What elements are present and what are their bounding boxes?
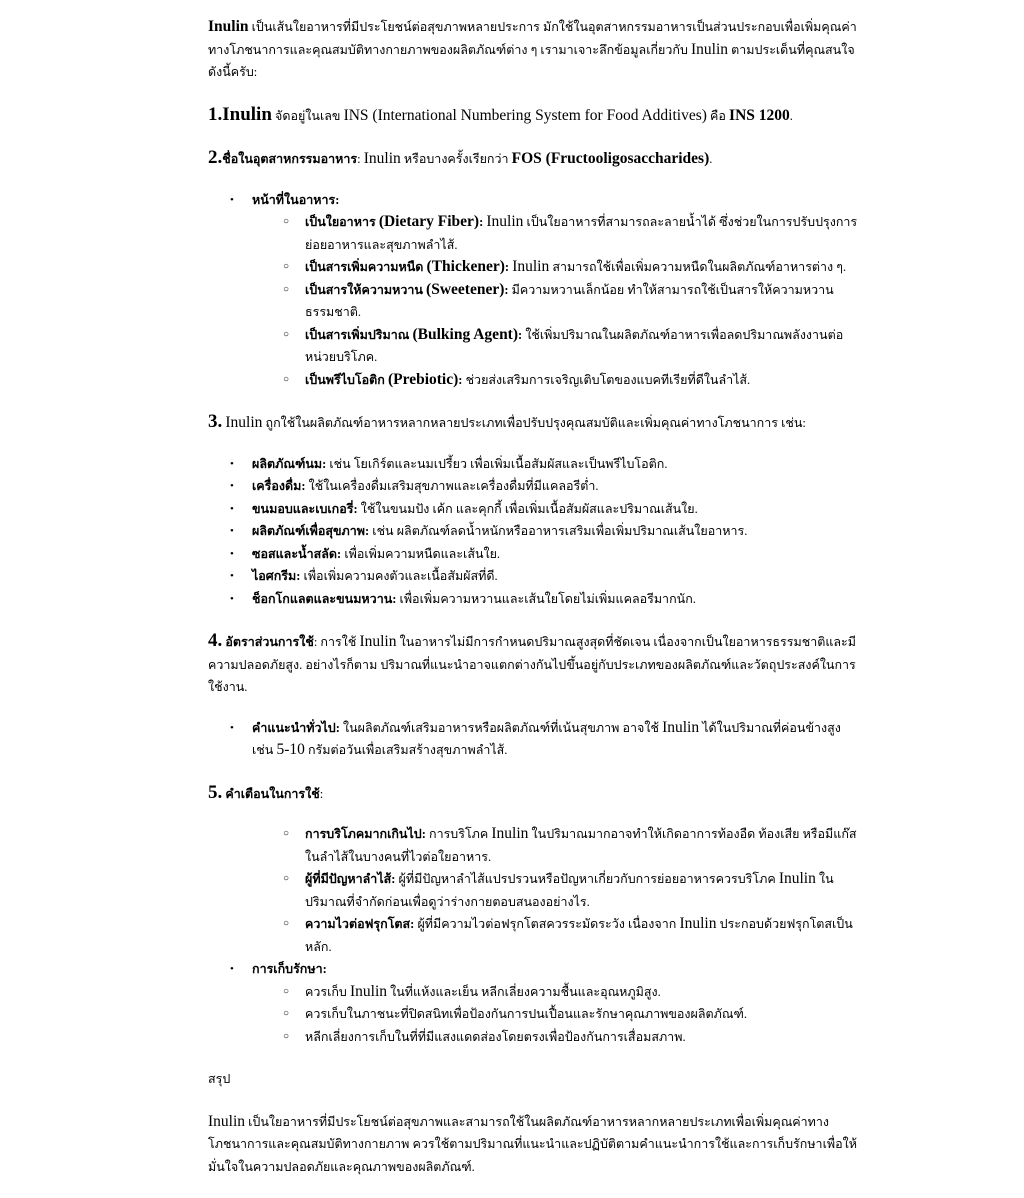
- text-run: ถูกใช้ในผลิตภัณฑ์อาหารหลากหลายประเภทเพื่อปรับปรุงคุณสมบัติและเพิ่มคุณค่าทางโภชนาการ เช่น:: [262, 416, 806, 430]
- text-run: (Bulking Agent): [412, 325, 519, 343]
- text-content: [305, 913, 858, 958]
- text-run: เพื่อเพิ่มความหนืดและเส้นใย.: [344, 546, 501, 561]
- text-content: [252, 588, 858, 611]
- text-run: หลีกเลี่ยงการเก็บในที่ที่มีแสงแดดส่องโดยตรงเพื่อป้องกันการเสื่อมสภาพ.: [305, 1029, 686, 1044]
- text-run: ในที่แห้งและเย็น หลีกเลี่ยงความชื้นและอุณหภูมิสูง.: [387, 984, 661, 999]
- text-run: เครื่องดื่ม:: [252, 479, 309, 493]
- beverage-item: [208, 475, 858, 498]
- circle-bullet-icon: ○: [283, 1008, 290, 1019]
- text-content: [208, 1112, 857, 1174]
- text-content: [208, 103, 793, 125]
- text-run: ประกอบด้วยฟรุกโตสเป็นหลัก.: [305, 917, 853, 954]
- text-run: Inulin: [363, 150, 401, 167]
- text-run: เช่น โยเกิร์ตและนมเปรี้ยว เพื่อเพิ่มเนื้อสัมผัสและเป็นพรีไบโอติก.: [329, 456, 668, 471]
- text-run: ช่วยส่งเสริมการเจริญเติบโตของแบคทีเรียที่ดีในลำไส้.: [465, 372, 751, 387]
- circle-bullet-icon: ○: [283, 283, 290, 295]
- bullet-icon: •: [230, 193, 234, 206]
- text-run: Inulin: [359, 633, 397, 650]
- text-run: ใช้ในขนมปัง เค้ก และคุกกี้ เพื่อเพิ่มเนื้อสัมผัสและปริมาณเส้นใย.: [360, 501, 698, 516]
- storage-container-item: [208, 1003, 858, 1026]
- text-content: [252, 543, 858, 566]
- text-run: 5-10: [276, 741, 305, 758]
- dietary-fiber-item: [208, 211, 858, 256]
- text-content: [305, 211, 858, 256]
- text-run: ใช้ในเครื่องดื่มเสริมสุขภาพและเครื่องดื่มที่มีแคลอรีต่ำ.: [308, 479, 599, 493]
- health-product-item: [208, 520, 858, 543]
- text-run: การบริโภคมากเกินไป:: [305, 827, 429, 841]
- text-content: [252, 520, 858, 543]
- text-content: [305, 868, 858, 913]
- bullet-icon: •: [230, 592, 234, 605]
- text-run: ช็อกโกแลตและขนมหวาน:: [252, 591, 400, 606]
- text-run: คำแนะนำทั่วไป:: [252, 720, 344, 735]
- text-run: ขนมอบและเบเกอรี่:: [252, 501, 361, 516]
- text-run: เป็นใยอาหารที่สามารถละลายน้ำได้ ซึ่งช่วยในการปรับปรุงการย่อยอาหารและสุขภาพลำไส้.: [305, 215, 858, 252]
- text-run: เพื่อเพิ่มความคงตัวและเนื้อสัมผัสที่ดี.: [303, 569, 498, 583]
- text-content: [305, 1003, 858, 1026]
- text-run: กรัมต่อวันเพื่อเสริมสร้างสุขภาพลำไส้.: [304, 743, 508, 757]
- text-run: INS 1200: [729, 106, 790, 124]
- storage-dry-cool-item: [208, 981, 858, 1004]
- text-content: [305, 823, 858, 868]
- text-run: ความไวต่อฟรุกโตส:: [305, 917, 418, 931]
- text-run: .: [709, 152, 713, 166]
- text-run: .: [789, 108, 793, 123]
- text-content: [305, 369, 858, 392]
- text-run: เพื่อเพิ่มความหวานและเส้นใยโดยไม่เพิ่มแคลอรีมากนัก.: [399, 591, 696, 606]
- text-run: ในปริมาณที่จำกัดก่อนเพื่อดูว่าร่างกายตอบสนองอย่างไร.: [305, 872, 834, 909]
- text-content: [208, 147, 713, 168]
- text-run: ในปริมาณมากอาจทำให้เกิดอาการท้องอืด ท้องเสีย หรือมีแก๊สในลำไส้ในบางคนที่ไวต่อใยอาหาร.: [305, 827, 857, 864]
- bullet-icon: •: [230, 721, 234, 734]
- bullet-icon: •: [230, 547, 234, 560]
- text-run: ในผลิตภัณฑ์เสริมอาหารหรือผลิตภัณฑ์ที่เน้นสุขภาพ อาจใช้: [343, 720, 663, 735]
- text-run: :: [518, 327, 526, 342]
- text-run: :: [357, 152, 364, 166]
- text-content: [305, 324, 858, 369]
- text-content: [305, 981, 858, 1004]
- text-content: [252, 475, 858, 498]
- text-run: (Dietary Fiber): [378, 213, 480, 230]
- text-content: [208, 630, 857, 694]
- text-run: Inulin: [512, 258, 550, 275]
- text-run: ควรเก็บในภาชนะที่ปิดสนิทเพื่อป้องกันการปนเปื้อนและรักษาคุณภาพของผลิตภัณฑ์.: [305, 1007, 747, 1021]
- summary-heading: [208, 1068, 858, 1091]
- text-run: :: [479, 215, 487, 229]
- text-content: [305, 1026, 858, 1049]
- text-run: :: [504, 260, 513, 274]
- prebiotic-item: [208, 369, 858, 392]
- dairy-product-item: [208, 453, 858, 476]
- text-content: [208, 411, 806, 432]
- sweetener-item: [208, 279, 858, 324]
- text-content: [252, 717, 858, 762]
- text-content: [252, 958, 858, 981]
- text-run: ไอศกรีม:: [252, 569, 304, 583]
- text-run: Inulin: [662, 718, 700, 736]
- text-run: จัดอยู่ในเลข: [271, 108, 344, 123]
- section-1-heading: [208, 104, 858, 128]
- text-run: : การใช้: [313, 635, 360, 649]
- intro-paragraph: [208, 16, 858, 84]
- document-body: [208, 8, 858, 1198]
- text-run: ผู้ที่มีปัญหาลำไส้แปรปรวนหรือปัญหาเกี่ยวกับการย่อยอาหารควรบริโภค: [398, 872, 779, 886]
- chocolate-item: [208, 588, 858, 611]
- text-run: Inulin: [486, 213, 524, 230]
- text-run: Inulin: [208, 18, 249, 35]
- text-run: (Thickener): [426, 258, 505, 275]
- text-run: FOS (Fructooligosaccharides): [511, 150, 710, 167]
- circle-bullet-icon: ○: [283, 873, 290, 884]
- text-content: [252, 565, 858, 588]
- overconsumption-item: [208, 823, 858, 868]
- bullet-icon: •: [230, 502, 234, 515]
- circle-bullet-icon: ○: [283, 985, 290, 997]
- text-content: [208, 781, 324, 803]
- text-run: หน้าที่ในอาหาร:: [252, 192, 340, 207]
- text-run: ควรเก็บ: [305, 984, 350, 999]
- text-run: ผลิตภัณฑ์นม:: [252, 456, 330, 471]
- text-run: ผู้ที่มีปัญหาลำไส้:: [305, 872, 399, 886]
- text-run: Inulin: [350, 982, 388, 1000]
- circle-bullet-icon: ○: [283, 261, 290, 272]
- circle-bullet-icon: ○: [283, 216, 290, 227]
- bulking-agent-item: [208, 324, 858, 369]
- text-run: อัตราส่วนการใช้: [225, 635, 314, 649]
- text-content: [305, 279, 858, 324]
- bullet-icon: •: [230, 963, 234, 975]
- text-run: INS (International Numbering System for Food Additives): [343, 106, 707, 124]
- text-content: [252, 498, 858, 521]
- text-run: :: [319, 786, 324, 801]
- text-run: สามารถใช้เพื่อเพิ่มความหนืดในผลิตภัณฑ์อาหารต่าง ๆ.: [549, 260, 847, 274]
- text-run: สรุป: [208, 1072, 231, 1086]
- text-run: มีความหวานเล็กน้อย ทำให้สามารถใช้เป็นสารให้ความหวานธรรมชาติ.: [305, 282, 834, 319]
- text-run: เป็นพรีไบโอติก: [305, 372, 388, 387]
- bullet-icon: •: [230, 525, 234, 537]
- text-run: เป็นใยอาหารที่มีประโยชน์ต่อสุขภาพและสามารถใช้ในผลิตภัณฑ์อาหารหลากหลายประเภทเพื่อเพิ่มคุณค่าทางโภชนาการและคุณสมบัติทางกายภาพ ควรใช้ตามปริมาณที่แนะนำและปฏิบัติตามคำแนะนำการใช้และการเก็บรักษาเพื่อให้มั่นใจในความปลอดภัยและคุณภาพของผลิตภัณฑ์.: [208, 1114, 857, 1174]
- text-run: Inulin: [491, 825, 529, 842]
- section-4-heading: [208, 630, 858, 699]
- text-content: [305, 256, 858, 279]
- section-2-heading: [208, 147, 858, 171]
- sauce-dressing-item: [208, 543, 858, 566]
- fructose-sensitivity-item: [208, 913, 858, 958]
- text-run: Inulin: [679, 915, 717, 932]
- text-run: ตามประเด็นที่คุณสนใจดังนี้ครับ:: [208, 42, 855, 79]
- text-run: (Prebiotic): [387, 370, 459, 388]
- thickener-item: [208, 256, 858, 279]
- text-run: Inulin: [778, 870, 816, 887]
- storage-sunlight-item: [208, 1026, 858, 1049]
- bowel-problem-item: [208, 868, 858, 913]
- text-run: Inulin: [208, 1112, 246, 1130]
- summary-paragraph: [208, 1111, 858, 1179]
- text-run: ผลิตภัณฑ์เพื่อสุขภาพ:: [252, 524, 373, 538]
- bakery-item: [208, 498, 858, 521]
- circle-bullet-icon: ○: [283, 1030, 290, 1042]
- text-run: ชื่อในอุตสาหกรรมอาหาร: [222, 152, 358, 166]
- circle-bullet-icon: ○: [283, 918, 290, 929]
- text-run: เป็นสารเพิ่มความหนืด: [305, 260, 427, 274]
- section-3-heading: [208, 411, 858, 435]
- text-content: [208, 20, 857, 79]
- text-run: :: [458, 372, 466, 387]
- text-content: [252, 189, 858, 212]
- text-run: การเก็บรักษา:: [252, 962, 327, 976]
- text-run: เป็นสารให้ความหวาน: [305, 282, 427, 297]
- storage-item: [208, 958, 858, 981]
- text-run: เป็นสารเพิ่มปริมาณ: [305, 327, 413, 342]
- text-run: คือ: [706, 108, 730, 123]
- text-run: เป็นใยอาหาร: [305, 215, 379, 229]
- text-run: ในอาหารไม่มีการกำหนดปริมาณสูงสุดที่ชัดเจน เนื่องจากเป็นใยอาหารธรรมชาติและมีความปลอดภัยสูง. อย่างไรก็ตาม ปริมาณที่แนะนำอาจแตกต่างกันไปขึ้นอยู่กับประเภทของผลิตภัณฑ์และวัตถุประสงค์ในการใช้งาน.: [208, 635, 857, 694]
- food-function-item: [208, 189, 858, 212]
- text-run: คำเตือนในการใช้: [225, 786, 320, 801]
- text-run: :: [504, 282, 512, 297]
- text-run: 2.: [208, 147, 223, 168]
- text-run: Inulin: [691, 40, 729, 58]
- text-run: เป็นเส้นใยอาหารที่มีประโยชน์ต่อสุขภาพหลายประการ มักใช้ในอุตสาหกรรมอาหารเป็นส่วนประกอบเพื่อเพิ่มคุณค่าทางโภชนาการและคุณสมบัติทางกายภาพของผลิตภัณฑ์ต่าง ๆ เรามาเจาะลึกข้อมูลเกี่ยวกับ: [208, 20, 857, 57]
- text-run: 5.: [208, 781, 223, 803]
- circle-bullet-icon: ○: [283, 373, 290, 385]
- text-run: 3.: [208, 411, 223, 432]
- circle-bullet-icon: ○: [283, 328, 290, 340]
- text-run: ใช้เพิ่มปริมาณในผลิตภัณฑ์อาหารเพื่อลดปริมาณพลังงานต่อหน่วยบริโภค.: [305, 327, 844, 364]
- text-run: ได้ในปริมาณที่ค่อนข้างสูง เช่น: [252, 720, 841, 757]
- general-recommendation-item: [208, 717, 858, 762]
- ice-cream-item: [208, 565, 858, 588]
- text-run: หรือบางครั้งเรียกว่า: [400, 152, 512, 166]
- text-run: ซอสและน้ำสลัด:: [252, 546, 345, 561]
- section-5-heading: [208, 782, 858, 806]
- bullet-icon: •: [230, 457, 234, 470]
- text-run: ผู้ที่มีความไวต่อฟรุกโตสควรระมัดระวัง เนื่องจาก: [417, 917, 680, 931]
- text-run: Inulin: [225, 414, 263, 431]
- text-run: 4.: [208, 630, 223, 651]
- text-content: [252, 453, 858, 476]
- text-run: (Sweetener): [426, 280, 505, 298]
- text-run: 1.Inulin: [208, 103, 272, 125]
- text-run: การบริโภค: [429, 827, 492, 841]
- circle-bullet-icon: ○: [283, 828, 290, 839]
- text-run: เช่น ผลิตภัณฑ์ลดน้ำหนักหรืออาหารเสริมเพื่อเพิ่มปริมาณเส้นใยอาหาร.: [372, 524, 748, 538]
- text-content: [208, 1072, 230, 1086]
- bullet-icon: •: [230, 480, 234, 492]
- bullet-icon: •: [230, 570, 234, 582]
